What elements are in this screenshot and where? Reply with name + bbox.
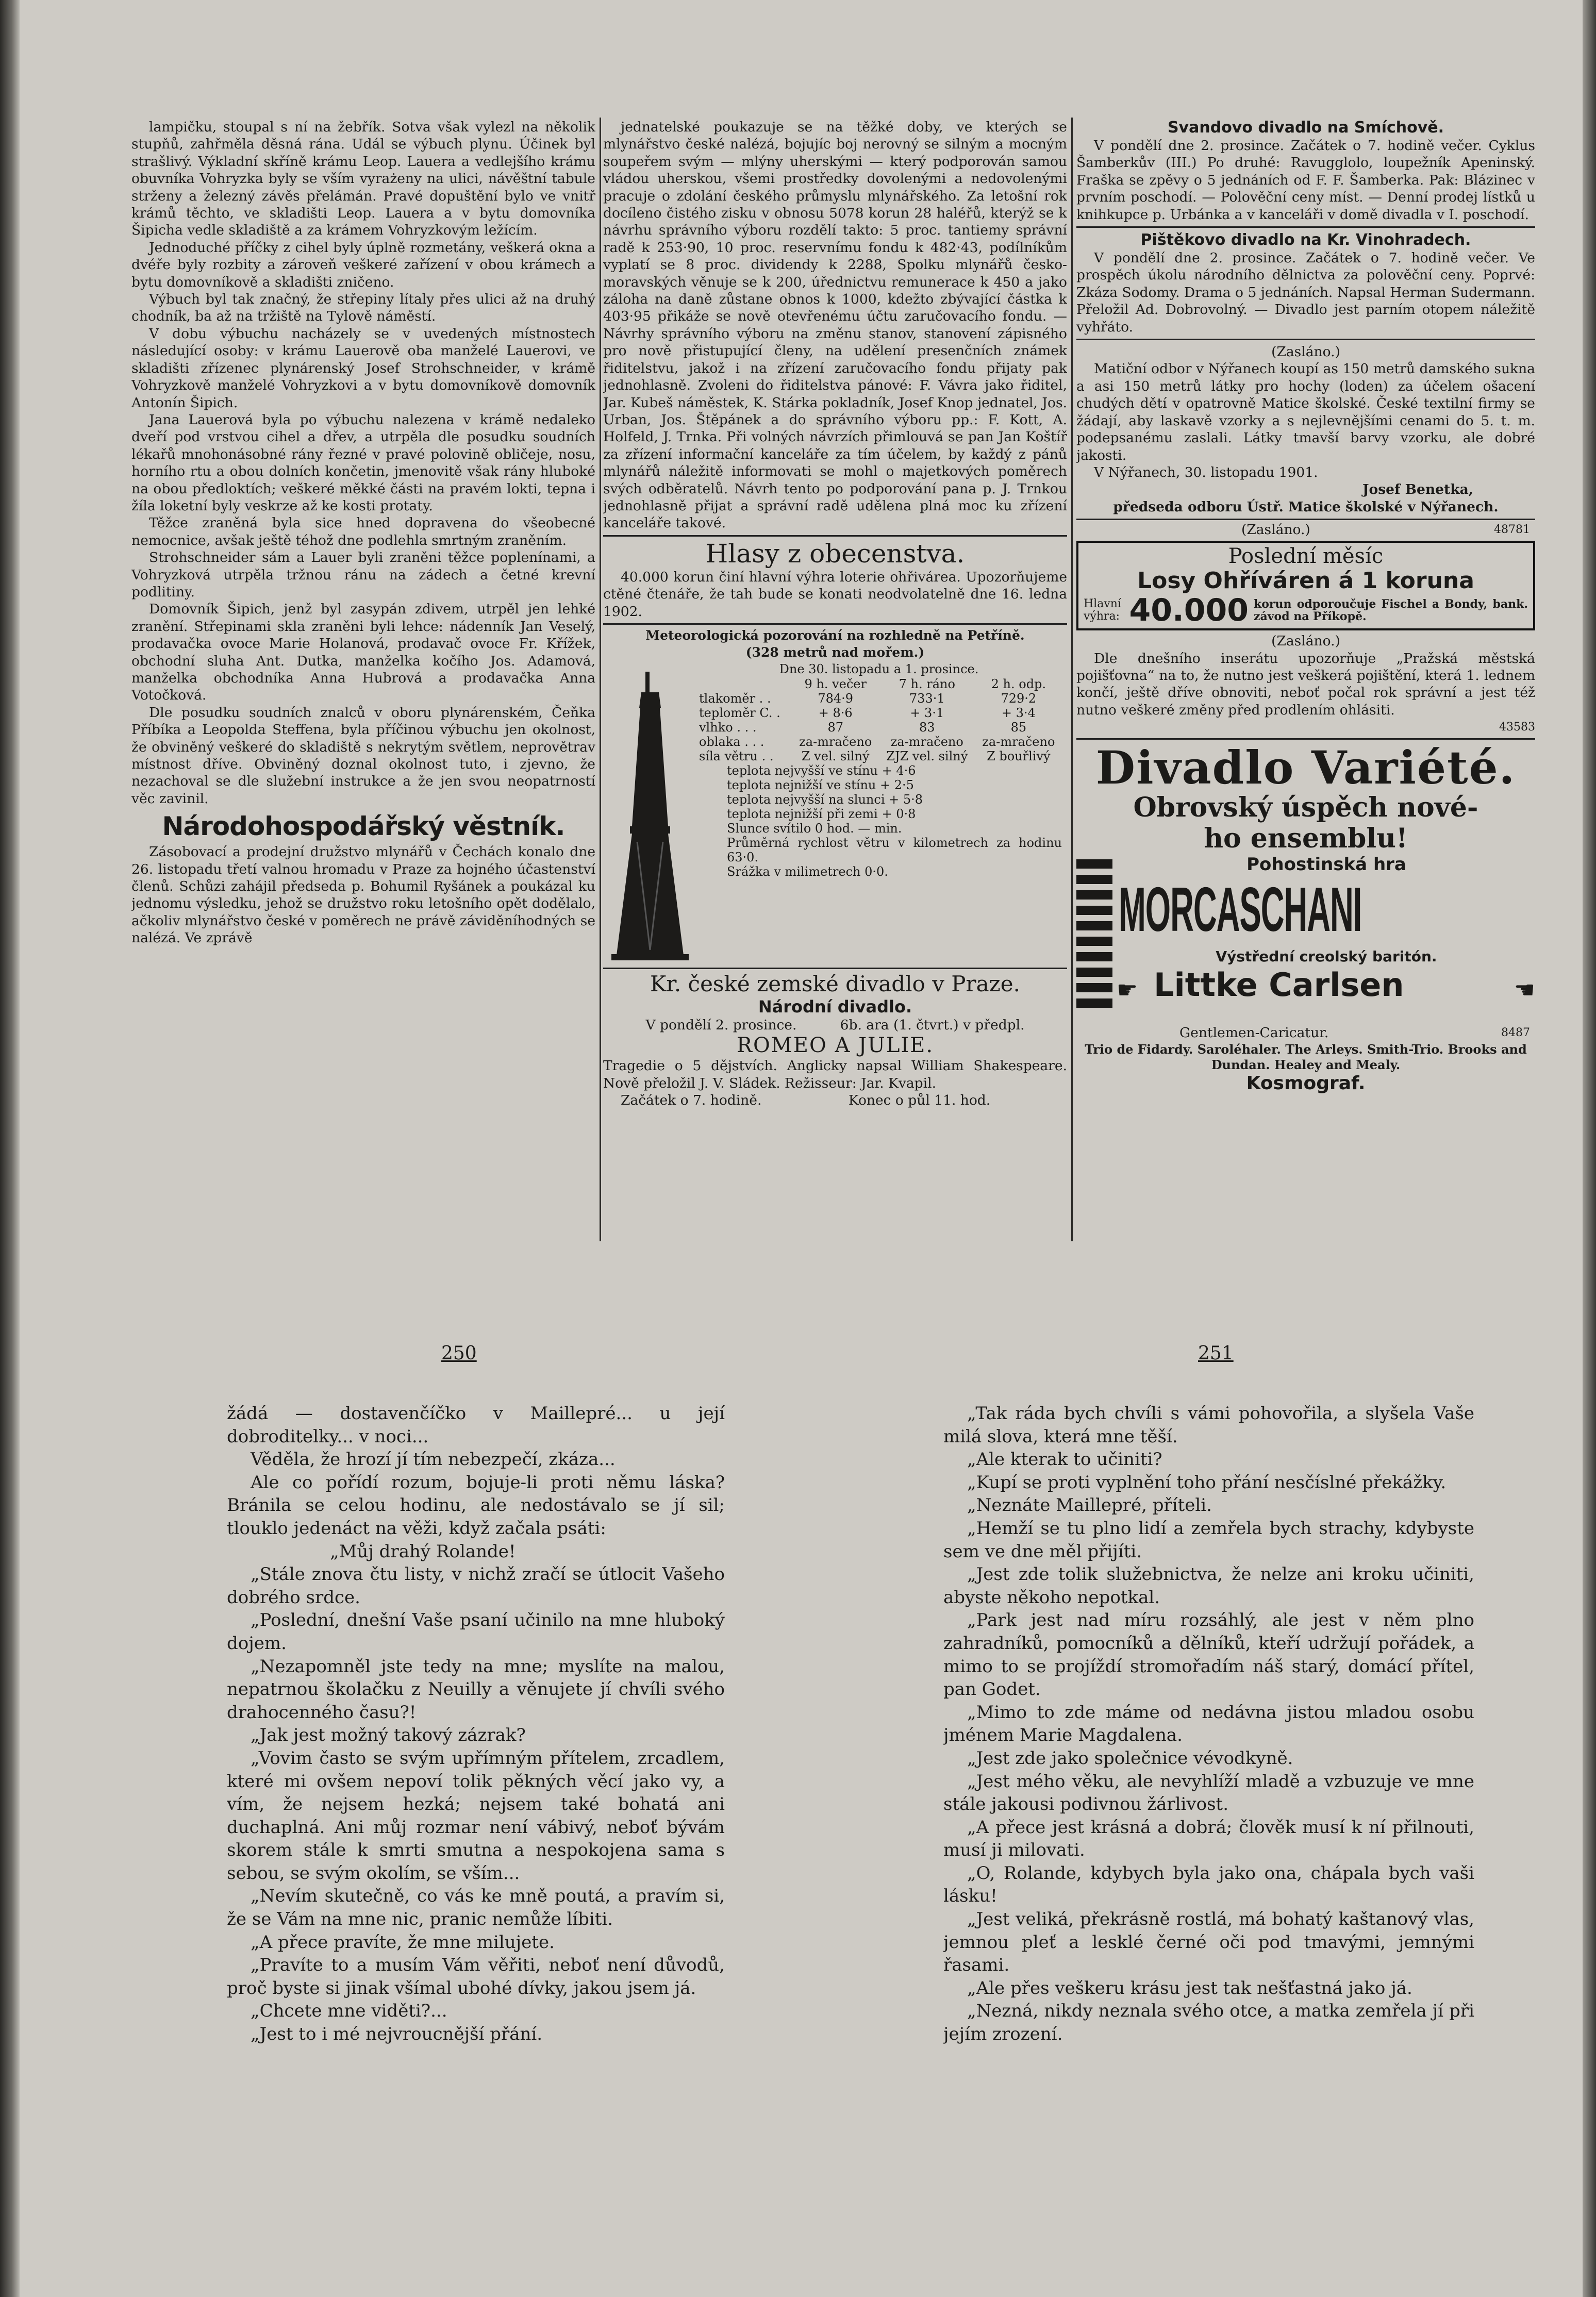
variete-heading: Divadlo Variété. [1095, 740, 1516, 794]
pointing-hand-icon: ☚ [1514, 975, 1535, 1004]
paragraph: „Jest to i mé nejvroucnější přání. [251, 2024, 543, 2045]
meteo-row-label: oblaka . . . [699, 734, 764, 749]
section-heading: Národohospodářský věstník. [162, 811, 565, 842]
meteo-value: 87 [827, 720, 843, 735]
theatre-subheading: Národní divadlo. [758, 996, 912, 1017]
pointing-hand-icon: ☛ [1117, 975, 1138, 1004]
paragraph: „A přece jest krásná a dobrá; člověk musí k ní přilnouti, musí ji milovati. [943, 1817, 1474, 1861]
paragraph: „Jest veliká, překrásně rostlá, má bohatý kaštanový vlas, jemnou pleť a lesklé černé oči pod tmavými, jemnými řasami. [943, 1909, 1474, 1976]
meteo-row [696, 720, 1062, 735]
column-1-paragraphs [131, 119, 595, 807]
meteo-value: + 8·6 [818, 705, 853, 720]
paragraph: „Poslední, dnešní Vaše psaní učinilo na mne hluboký dojem. [227, 1610, 725, 1654]
theatre-play-title: ROMEO A JULIE. [736, 1034, 934, 1058]
page-right-edge [1583, 0, 1596, 2297]
paragraph: jednatelské poukazuje se na těžké doby, ve kterých se mlynářstvo české nalézá, bojujíc boj nerovný se silným a mocným soupeřem svým — mlýny uherskými — který podporován samou vládou uherskou, všemi prostředky dovolenými a nedovolenými pracuje o zdolání českého průmyslu mlynářského. Za letošní rok docíleno čistého zisku v obnosu 5078 korun 28 haléřů, kterýž se k návrhu správního výboru rozdělí takto: 5 proc. tantiemy správní radě k 253·90, 10 proc. reservnímu fondu k 482·43, podílníkům vyplatí se 8 proc. dividendy k 2288, Spolku mlynářů česko-moravských věnuje se k 200, úřednictvu remunerace k 450 a jako záloha na daně zůstane obnos k 1000, kdežto zbývající částka k 403·95 přikáže se nově otevřenému účtu zaručovacího fondu. — Návrhy správního výboru na změnu stanov, stanovení zápisného pro nově přistupující členy, na udělení presenčních známek řiditelstvu, jakož i na zřízení zaručovacího fondu přijaty pak jednohlasně. Zvoleni do řiditelstva pánové: F. Vávra jako řiditel, Jar. Kubeš náměstek, K. Stárka pokladník, Josef Knop jednatel, Jos. Urban, Jos. Štěpánek a do správního výboru pp.: F. Kott, A. Holfeld, J. Trnka. Při volných návrzích přimlouvá se pan Jan Koštíř za zřízení informační kanceláře za tím účelem, by každý z pánů mlynářů náležitě informovati se mohl o majetkových poměrech svých odběratelů. Návrh tento po podporování pana p. J. Trnkou jednohlasně přijat a správní radě udělena plná moc ku zřízení kanceláře takové. [603, 119, 1067, 531]
paragraph: „Stále znova čtu listy, v nichž zračí se útlocit Vašeho dobrého srdce. [227, 1564, 725, 1608]
meteo-extra-line: Srážka v milimetrech 0·0. [727, 864, 888, 879]
paragraph: Domovník Šipich, jenž byl zasypán zdivem, utrpěl jen lehké zranění. Střepinami skla zraněni byli lehce: nádenník Jan Veselý, prodavačka ovoce Marie Holanová, prodavač ovoce Fr. Křížek, obchodní sluha Ant. Dutka, manželka kočího Jos. Adamová, manželka obchodníka Anna Hubrová a prodavačka Anna Votočková. [131, 601, 595, 704]
meteo-extra-line: Slunce svítilo 0 hod. — min. [727, 821, 902, 836]
news-column-3 [1076, 119, 1535, 1237]
meteo-title: Meteorologická pozorování na rozhledně na Petříně. [645, 627, 1025, 643]
meteo-table [696, 677, 1062, 763]
meteo-value: Z bouřlivý [987, 748, 1051, 763]
paragraph: „Jest zde jako společnice vévodkyně. [967, 1747, 1293, 1769]
meteo-row-label: síla větru . . [699, 748, 774, 763]
paragraph: „Ale přes veškeru krásu jest tak nešťastná jako já. [967, 1977, 1412, 1999]
paragraph: „Jest zde tolik služebnictva, že nelze ani kroku učiniti, abyste někoho nepotkal. [943, 1564, 1474, 1608]
meteo-extra-line: teplota nejvyšší ve stínu + 4·6 [727, 763, 916, 778]
matice-signature: Josef Benetka, [1362, 481, 1473, 498]
morcaschani-name: MORCASCHANI [1119, 874, 1362, 944]
ad-number: 43583 [1499, 721, 1535, 734]
losy-main-prize-label: Hlavní výhra: [1084, 597, 1121, 623]
losy-line-1: Poslední měsíc [1228, 544, 1384, 569]
meteo-value: 784·9 [818, 691, 854, 706]
paragraph: „Nezapomněl jste tedy na mne; myslíte na malou, nepatrnou školačku z Neuilly a věnujete jí chvíli svého drahocenného času?! [227, 1656, 725, 1723]
paragraph: Dle posudku soudních znalců v oboru plynárenském, Čeňka Příbíka a Leopolda Steffena, byla příčinou výbuchu jen okolnost, že obviněný veškeré do skladiště s nekrytým světlem, neprovětrav místnost dříve. Obviněný doznal okolnost tuto, i zjevno, že nezachoval se dle služební instrukce a že jen svou neopatrností věc zavinil. [131, 704, 595, 807]
meteo-value: + 3·1 [910, 705, 944, 720]
paragraph: „O, Rolande, kdybych byla jako ona, chápala bych vaši lásku! [943, 1862, 1474, 1907]
paragraph: „Mimo to zde máme od nedávna jistou mladou osobu jménem Marie Magdalena. [943, 1702, 1474, 1746]
paragraph: Strohschneider sám a Lauer byli zraněni těžce poplenínami, a Vohryzková utrpěla tržnou ránu na zádech a četné krevní podlitiny. [131, 550, 595, 600]
meteo-value: Z vel. silný [801, 748, 870, 763]
meteo-extra-line: teplota nejvyšší na slunci + 5·8 [727, 792, 923, 807]
meteo-time: 9 h. večer [804, 676, 867, 691]
book-page-right [943, 1402, 1474, 2124]
page-left-edge [0, 0, 20, 2297]
baritone-label: Výstřední creolský baritón. [1216, 947, 1437, 965]
paragraph: „Kupí se proti vyplnění toho přání nesčíslné překážky. [967, 1472, 1447, 1493]
paragraph: „Tak ráda bych chvíli s vámi pohovořila, a slyšela Vaše milá slova, která mne těší. [943, 1403, 1474, 1447]
paragraph: Ale co pořídí rozum, bojuje-li proti němu láska? Bránila se celou hodinu, ale nedostávalo se jí sil; tlouklo jedenáct na věži, když začala psáti: [227, 1472, 725, 1539]
vinohrady-heading: Pištěkovo divadlo na Kr. Vinohradech. [1140, 231, 1471, 249]
meteo-value: 83 [919, 720, 935, 735]
matice-place-date: V Nýřanech, 30. listopadu 1901. [1094, 464, 1318, 480]
decorative-side-stripe [1076, 859, 1112, 1014]
paragraph: Výbuch byl tak značný, že střepiny lítaly přes ulici až na druhý chodník, ba až na tržiště na Tylově náměstí. [131, 291, 595, 325]
meteo-value: 729·2 [1001, 691, 1037, 706]
meteo-extra-lines [696, 763, 1062, 879]
paragraph: Jana Lauerová byla po výbuchu nalezena v krámě nedaleko dveří pod vrstvou cihel a dřev, a utrpěla dle posudku soudních lékařů mnohonásobné rány řezné v pravé polovině obličeje, nosu, horního rtu a obou dolních končetin, jmenovitě však rány hluboké na obou předloktích; veškeré měkké části na pravém lokti, tepna i žíla loketní byly veskrze až ke kosti protaty. [131, 411, 595, 514]
pojistovna-notice: Dle dnešního inserátu upozorňuje „Pražská městská pojišťovna“ na to, že nutno jest veškerá pojištění, která 1. lednem končí, ještě dříve obnoviti, neboť počal rok správní a jest též nutno veškeré změny před prodlením ohlásiti. [1076, 650, 1535, 718]
theatre-date: V pondělí 2. prosince. 6b. ara (1. čtvrt.) v předpl. [645, 1017, 1025, 1033]
book-page-left [227, 1402, 725, 2083]
meteo-extra-line: teplota nejnižší ve stínu + 2·5 [727, 777, 914, 792]
matice-signature-title: předseda odboru Ústř. Matice školské v Nýřanech. [1113, 498, 1499, 515]
news-column-2 [603, 119, 1067, 1237]
paragraph: „Nezná, nikdy neznala svého otce, a matka zemřela jí při jejím zrození. [943, 2001, 1474, 2045]
column-rule-1 [600, 118, 601, 1241]
theatre-times: Začátek o 7. hodině. Konec o půl 11. hod. [621, 1092, 991, 1108]
ad-number: 48781 [1494, 523, 1530, 537]
matice-notice: Matiční odbor v Nýřanech koupí as 150 metrů damského sukna a asi 150 metrů látky pro hochy (loden) za účelem ošacení chudých dětí v opatrovně Matice školské. České textilní firmy se žádají, aby laskavě vzorky a s nejlevnějšími cenami do 5. t. m. podepsanému zaslali. Látky tmavší barvy vzorku, ale dobré jakosti. [1076, 361, 1535, 463]
paragraph: Věděla, že hrozí jí tím nebezpečí, zkáza... [251, 1449, 616, 1470]
paragraph: Jednoduché příčky z cihel byly úplně rozmetány, veškerá okna a dvéře byly rozbity a zároveň veškeré zařízení v obou krámech a bytu domovníkově a skladišti zničeno. [131, 239, 595, 290]
littke-carlsen-name: Littke Carlsen [1154, 966, 1404, 1004]
zaslano-label: (Zasláno.) [1241, 522, 1310, 538]
hlasy-heading: Hlasy z obecenstva. [705, 538, 965, 569]
paragraph: lampičku, stoupal s ní na žebřík. Sotva však vylezl na několik stupňů, zahřměla děsná rána. Udál se výbuch plynu. Účinek byl strašlivý. Výkladní skříně krámu Leop. Lauera a vedlejšího krámu obuvníka Vohryzka byly se vším vyrażeny na ulici, návěštní tabule strženy a železný závěs přelámán. Pravé dopuštění bylo ve vnitř krámů těchto, ve skladišti Leop. Lauera a v bytu domovníka Šipicha vedle skladiště a za krámem Vohryzkovým ležícím. [131, 119, 595, 239]
paragraph: žádá — dostavenčíčko v Maillepré... u její dobroditelky... v noci... [227, 1403, 725, 1447]
meteo-row [696, 749, 1062, 763]
paragraph: „Ale kterak to učiniti? [967, 1449, 1162, 1470]
meteo-row [696, 691, 1062, 706]
paragraph: „Vovim často se svým upřímným přítelem, zrcadlem, které mi ovšem nepoví tolik pěkných věcí jako vy, a vím, že nejsem hezká; nejsem také bohatá ani duchaplná. Ani můj rozmar není vábivý, neboť bývám skorem stále k smrti smutna a nespokojena sama s sebou, se svým okolím, se vším... [227, 1747, 725, 1884]
petrin-tower-illustration [611, 672, 689, 960]
meteo-value: za-mračeno [799, 734, 872, 749]
meteo-dates: Dne 30. listopadu a 1. prosince. [779, 661, 979, 676]
meteo-row-label: tlakoměr . . [699, 691, 771, 706]
meteo-value: za-mračeno [890, 734, 963, 749]
meteo-time-row [696, 677, 1062, 691]
paragraph: „Jest mého věku, ale nevyhlíží mladě a vzbuzuje ve mne stále jakousi podivnou žárlivost. [943, 1771, 1474, 1815]
paragraph: „Park jest nad míru rozsáhlý, ale jest v něm plno zahradníků, pomocníků a dělníků, kteří udržují pořádek, a mimo to se projíždí stromořadím náš starý, domácí přítel, pan Godet. [943, 1610, 1474, 1700]
column-2-paragraphs [603, 119, 1067, 532]
paragraph: „A přece pravíte, že mne milujete. [251, 1932, 555, 1953]
ad-number: 8487 [1501, 1026, 1530, 1039]
paragraph: „Hemží se tu plno lidí a zemřela bych strachy, kdybyste sem ve dne měl přijíti. [943, 1518, 1474, 1562]
losy-prize-amount: 40.000 [1129, 592, 1249, 629]
paragraph: „Pravíte to a musím Vám věřiti, neboť není důvodů, proč byste si jinak všímal ubohé dívky, jakou jsem já. [227, 1955, 725, 1999]
variete-subheading-2: ho ensemblu! [1204, 822, 1408, 854]
paragraph: V dobu výbuchu nacházely se v uvedených místnostech následující osoby: v krámu Lauerově oba manželé Lauerovi, ve skladišti zřízenec plynárenský Josef Strohschneider, v krámě Vohryzkově manželé Vohryzkovi a v bytu domovníkově domovník Antonín Šipich. [131, 325, 595, 411]
meteo-time: 7 h. ráno [899, 676, 955, 691]
kosmograf-label: Kosmograf. [1246, 1072, 1366, 1094]
vinohrady-body: V pondělí dne 2. prosince. Začátek o 7. hodině večer. Ve prospěch úkolu národního dělnictva za polověční ceny. Poprvé: Zkáza Sodomy. Drama o 5 jednáních. Napsal Herman Sudermann. Přeložil Ad. Dobrovolný. — Divadlo jest parním otopem náležitě vyhřáto. [1076, 250, 1535, 335]
meteo-extra-line: teplota nejnižší při zemi + 0·8 [727, 806, 916, 821]
paragraph: „Jak jest možný takový zázrak? [251, 1725, 526, 1746]
paragraph: Těžce zraněná byla sice hned dopravena do všeobecné nemocnice, avšak ještě téhož dne podlehla smrtným zraněním. [131, 515, 595, 548]
zaslano-label: (Zasláno.) [1271, 344, 1340, 360]
meteo-value: za-mračeno [982, 734, 1055, 749]
losy-prize-text: korun odporoučuje Fischel a Bondy, bank. závod na Příkopě. [1254, 597, 1528, 624]
meteo-time: 2 h. odp. [991, 676, 1046, 691]
meteo-row-label: vlhko . . . [699, 720, 757, 735]
meteo-row-label: teploměr C. . [699, 705, 780, 720]
meteo-value: + 3·4 [1001, 705, 1036, 720]
paragraph: „Nevím skutečně, co vás ke mně poutá, a pravím si, že se Vám na mne nic, pranic nemůže líbiti. [227, 1886, 725, 1930]
section-body: Zásobovací a prodejní družstvo mlynářů v Čechách konalo dne 26. listopadu třetí valnou hromadu v Praze za hojného účastenství členů. Schůzi zahájil předseda p. Bohumil Ryšánek a poukázal ku jednomu výsledku, jehož se družstvo roku letošního opět dodělalo, ačkoliv mlynářstvo české v poměrech ne právě záviděníhodných se nalézá. Ve zprávě [131, 844, 595, 946]
paragraph: „Neznáte Maillepré, příteli. [967, 1495, 1212, 1516]
page-number-left: 250 [441, 1343, 477, 1364]
meteo-value: ZJZ vel. silný [886, 748, 968, 763]
meteo-row [696, 706, 1062, 720]
news-column-1 [131, 119, 595, 1237]
column-rule-2 [1071, 118, 1073, 1241]
hlasy-body: 40.000 korun činí hlavní výhra loterie ohřivárea. Upozorňujeme ctěné čtenáře, že tah bude se konati neodvolatelně dne 16. ledna 1902. [603, 569, 1067, 620]
page-number-right: 251 [1198, 1343, 1234, 1364]
paragraph: „Chcete mne viděti?... [251, 2001, 447, 2022]
losy-line-2: Losy Ohříváren á 1 koruna [1137, 568, 1474, 594]
meteo-value: 733·1 [909, 691, 945, 706]
meteo-value: 85 [1010, 720, 1027, 735]
paragraph: „Můj drahý Rolande! [330, 1541, 516, 1562]
meteo-subtitle: (328 metrů nad mořem.) [745, 645, 925, 660]
meteo-extra-line: Průměrná rychlost větru v kilometrech za hodinu 63·0. [727, 835, 1062, 864]
theatre-heading: Kr. české zemské divadlo v Praze. [650, 971, 1020, 996]
trio-acts: Trio de Fidardy. Saroléhaler. The Arleys. Smith-Trio. Brooks and Dundan. Healey and Mealy. [1085, 1041, 1527, 1072]
theatre-description: Tragedie o 5 dějstvích. Anglicky napsal William Shakespeare. Nově přeložil J. V. Sládek. Režisseur: Jar. Kvapil. [603, 1058, 1067, 1091]
pohostinska-label: Pohostinská hra [1246, 854, 1406, 875]
meteo-row [696, 735, 1062, 749]
smichov-body: V pondělí dne 2. prosince. Začátek o 7. hodině večer. Cyklus Šamberkův (III.) Po druhé: Ravugglolo, loupežník Apeninský. Fraška se zpěvy o 5 jednáních od F. F. Šamberka. Pak: Blázinec v prvním poschodí. — Polověční ceny míst. — Denní prodej lístků u knihkupce p. Urbánka a v kanceláři v domě divadla v I. poschodí. [1076, 138, 1535, 223]
variete-subheading-1: Obrovský úspěch nové- [1133, 791, 1478, 823]
smichov-heading: Svandovo divadlo na Smíchově. [1167, 119, 1444, 137]
gentlemen-label: Gentlemen-Caricatur. [1179, 1024, 1329, 1041]
zaslano-label: (Zasláno.) [1271, 633, 1340, 650]
